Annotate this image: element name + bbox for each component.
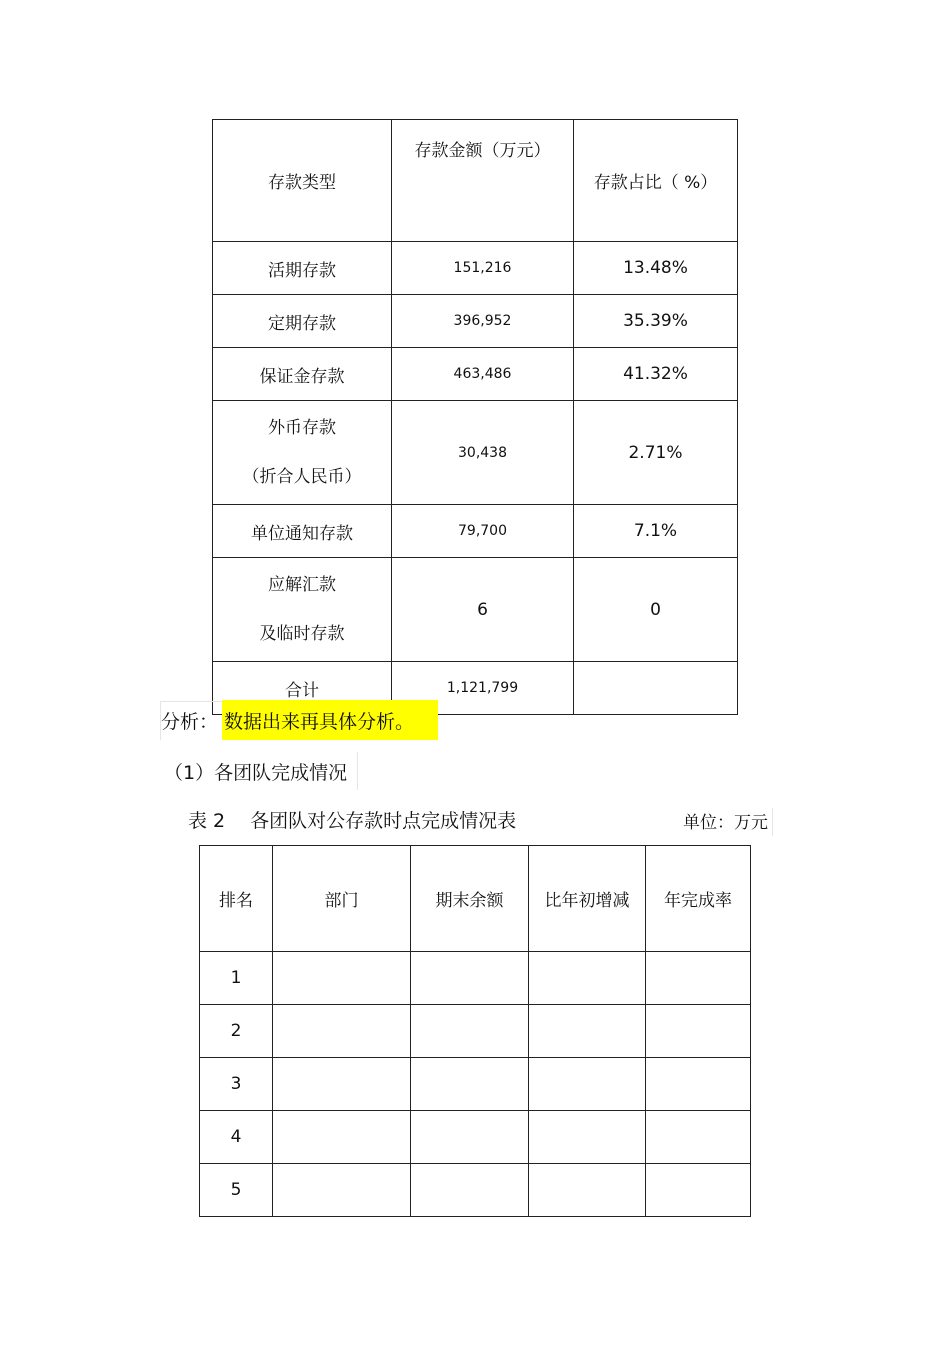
deposit-share: 7.1% xyxy=(574,505,738,558)
header-annual-completion-rate: 年完成率 xyxy=(646,846,751,952)
balance-cell xyxy=(411,1058,529,1111)
deposit-amount: 463,486 xyxy=(392,348,574,401)
header-ending-balance: 期末余额 xyxy=(411,846,529,952)
change-cell xyxy=(529,1111,646,1164)
balance-cell xyxy=(411,1164,529,1217)
balance-cell xyxy=(411,1111,529,1164)
change-cell xyxy=(529,1058,646,1111)
analysis-label: 分析： xyxy=(160,701,222,740)
team-completion-table xyxy=(199,845,751,1217)
rank-cell: 4 xyxy=(200,1111,273,1164)
rate-cell xyxy=(646,1058,751,1111)
rate-cell xyxy=(646,952,751,1005)
department-cell xyxy=(273,952,411,1005)
deposit-type: 合计 xyxy=(213,662,392,715)
change-cell xyxy=(529,1164,646,1217)
department-cell xyxy=(273,1111,411,1164)
deposit-share: 41.32% xyxy=(574,348,738,401)
rank-cell: 3 xyxy=(200,1058,273,1111)
section-heading: （1）各团队完成情况 xyxy=(164,752,358,790)
change-cell xyxy=(529,1005,646,1058)
analysis-highlighted-text: 数据出来再具体分析。 xyxy=(222,700,438,740)
deposit-type-line: 应解汇款 xyxy=(268,574,336,595)
deposit-share: 0 xyxy=(574,558,738,662)
deposit-structure-table xyxy=(212,119,738,715)
rate-cell xyxy=(646,1164,751,1217)
deposit-type: 活期存款 xyxy=(213,242,392,295)
deposit-type: 单位通知存款 xyxy=(213,505,392,558)
table-row xyxy=(213,401,738,505)
header-deposit-amount: 存款金额（万元） xyxy=(392,120,574,242)
deposit-type xyxy=(213,401,392,505)
table-row xyxy=(213,505,738,558)
department-cell xyxy=(273,1058,411,1111)
deposit-type: 定期存款 xyxy=(213,295,392,348)
table-row xyxy=(200,952,751,1005)
table-caption: 表 2 各团队对公存款时点完成情况表 xyxy=(188,810,517,832)
department-cell xyxy=(273,1164,411,1217)
table-row xyxy=(213,295,738,348)
deposit-share: 35.39% xyxy=(574,295,738,348)
deposit-type-line: 外币存款 xyxy=(268,417,336,438)
table-row xyxy=(213,242,738,295)
table-header-row xyxy=(213,120,738,242)
change-cell xyxy=(529,952,646,1005)
deposit-share xyxy=(574,662,738,715)
deposit-amount: 1,121,799 xyxy=(392,662,574,715)
deposit-amount: 151,216 xyxy=(392,242,574,295)
balance-cell xyxy=(411,1005,529,1058)
deposit-type-line: 及临时存款 xyxy=(259,623,345,644)
rate-cell xyxy=(646,1111,751,1164)
header-change-since-year-start: 比年初增减 xyxy=(529,846,646,952)
deposit-type-line: （折合人民币） xyxy=(242,466,362,487)
deposit-amount: 396,952 xyxy=(392,295,574,348)
table-row xyxy=(213,558,738,662)
deposit-share: 13.48% xyxy=(574,242,738,295)
rate-cell xyxy=(646,1005,751,1058)
header-department: 部门 xyxy=(273,846,411,952)
header-deposit-type: 存款类型 xyxy=(213,120,392,242)
header-deposit-share: 存款占比（ %） xyxy=(574,120,738,242)
table-row xyxy=(213,348,738,401)
table-row xyxy=(200,1111,751,1164)
rank-cell: 1 xyxy=(200,952,273,1005)
header-rank: 排名 xyxy=(200,846,273,952)
department-cell xyxy=(273,1005,411,1058)
table-unit: 单位：万元 xyxy=(683,808,773,836)
deposit-type xyxy=(213,558,392,662)
table-row xyxy=(200,1058,751,1111)
deposit-amount: 30,438 xyxy=(392,401,574,505)
deposit-type: 保证金存款 xyxy=(213,348,392,401)
table-row xyxy=(200,1164,751,1217)
rank-cell: 2 xyxy=(200,1005,273,1058)
deposit-share: 2.71% xyxy=(574,401,738,505)
balance-cell xyxy=(411,952,529,1005)
deposit-amount: 79,700 xyxy=(392,505,574,558)
analysis-line xyxy=(160,700,438,740)
deposit-amount: 6 xyxy=(392,558,574,662)
table-header-row xyxy=(200,846,751,952)
table-row xyxy=(200,1005,751,1058)
rank-cell: 5 xyxy=(200,1164,273,1217)
